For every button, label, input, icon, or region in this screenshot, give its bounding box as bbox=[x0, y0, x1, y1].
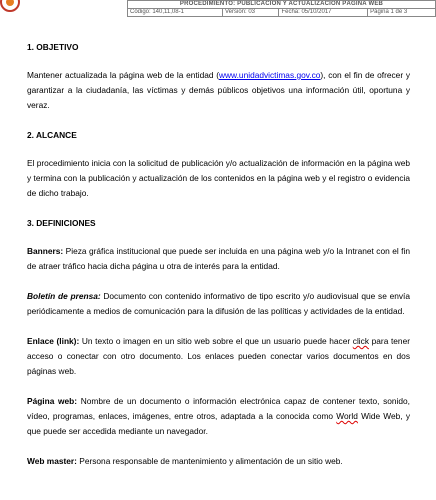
definition-boletin-text: Documento con contenido informativo de tipo escrito y/o audiovisual que se envía periódicamente a medios de comunicación para la difusión de las políticas y actividades de la entidad. bbox=[27, 291, 410, 316]
objetivo-text-start: Mantener actualizada la página web de la entidad ( bbox=[27, 70, 219, 80]
header-table bbox=[127, 0, 436, 17]
document-date: Fecha: 05/10/2017 bbox=[279, 9, 368, 17]
definition-boletin bbox=[27, 289, 410, 319]
section-heading-objetivo: 1. OBJETIVO bbox=[27, 42, 79, 52]
objetivo-text-end: ), con el fin de ofrecer y garantizar a la ciudadanía, las víctimas y demás públicos objetivos una información útil, oportuna y veraz. bbox=[27, 70, 410, 110]
world-word: World bbox=[336, 411, 358, 421]
definition-pagina-web bbox=[27, 394, 410, 439]
section-heading-alcance: 2. ALCANCE bbox=[27, 130, 77, 140]
term-enlace: Enlace (link): bbox=[27, 336, 80, 346]
definition-pagina-web-text-end: Wide Web, y que puede ser accedida mediante un navegador. bbox=[27, 411, 410, 436]
page-number: Página 1 de 3 bbox=[368, 9, 436, 17]
definition-web-master bbox=[27, 454, 410, 469]
definition-enlace bbox=[27, 334, 410, 379]
click-word: click bbox=[352, 336, 370, 346]
document-version: Versión: 03 bbox=[223, 9, 279, 17]
definition-enlace-text-end: para tener acceso o conectar con otro documento. Los enlaces pueden conectar varios documentos en dos páginas web. bbox=[27, 336, 410, 376]
logo-mark bbox=[6, 0, 14, 6]
document-body bbox=[27, 40, 410, 469]
term-boletin: Boletín de prensa: bbox=[27, 291, 101, 301]
document-code: Código: 140,11,08-1 bbox=[128, 9, 223, 17]
alcance-paragraph: El procedimiento inicia con la solicitud de publicación y/o actualización de información en la página web y termina con la publicación y actualización de los contenidos en la página web y el registro o evidencia de dicho trabajo. bbox=[27, 158, 410, 198]
term-banners: Banners: bbox=[27, 246, 64, 256]
definition-pagina-web-text-start: Nombre de un documento o información electrónica capaz de contener texto, sonido, vídeo, programas, enlaces, imágenes, entre otros, adaptada a la conocida como bbox=[27, 396, 410, 421]
definition-banners bbox=[27, 244, 410, 274]
definition-web-master-text: Persona responsable de mantenimiento y alimentación de un sitio web. bbox=[76, 456, 343, 466]
definition-enlace-text-start: Un texto o imagen en un sitio web sobre el que un usuario puede hacer bbox=[79, 336, 353, 346]
procedure-title: PROCEDIMIENTO: PUBLICACIÓN Y ACTUALIZACIÓN PÁGINA WEB bbox=[128, 1, 436, 9]
section-heading-definiciones: 3. DEFINICIONES bbox=[27, 218, 96, 228]
website-link[interactable]: www.unidadvictimas.gov.co bbox=[219, 70, 321, 80]
term-web-master: Web master: bbox=[27, 456, 77, 466]
objetivo-paragraph bbox=[27, 68, 410, 113]
term-pagina-web: Página web: bbox=[27, 396, 78, 406]
entity-logo bbox=[0, 0, 20, 12]
definition-banners-text: Pieza gráfica institucional que puede ser incluida en una página web y/o la Intranet con el fin de atraer tráfico hacia dicha página u otra de interés para la entidad. bbox=[27, 246, 410, 271]
document-header bbox=[0, 0, 436, 17]
